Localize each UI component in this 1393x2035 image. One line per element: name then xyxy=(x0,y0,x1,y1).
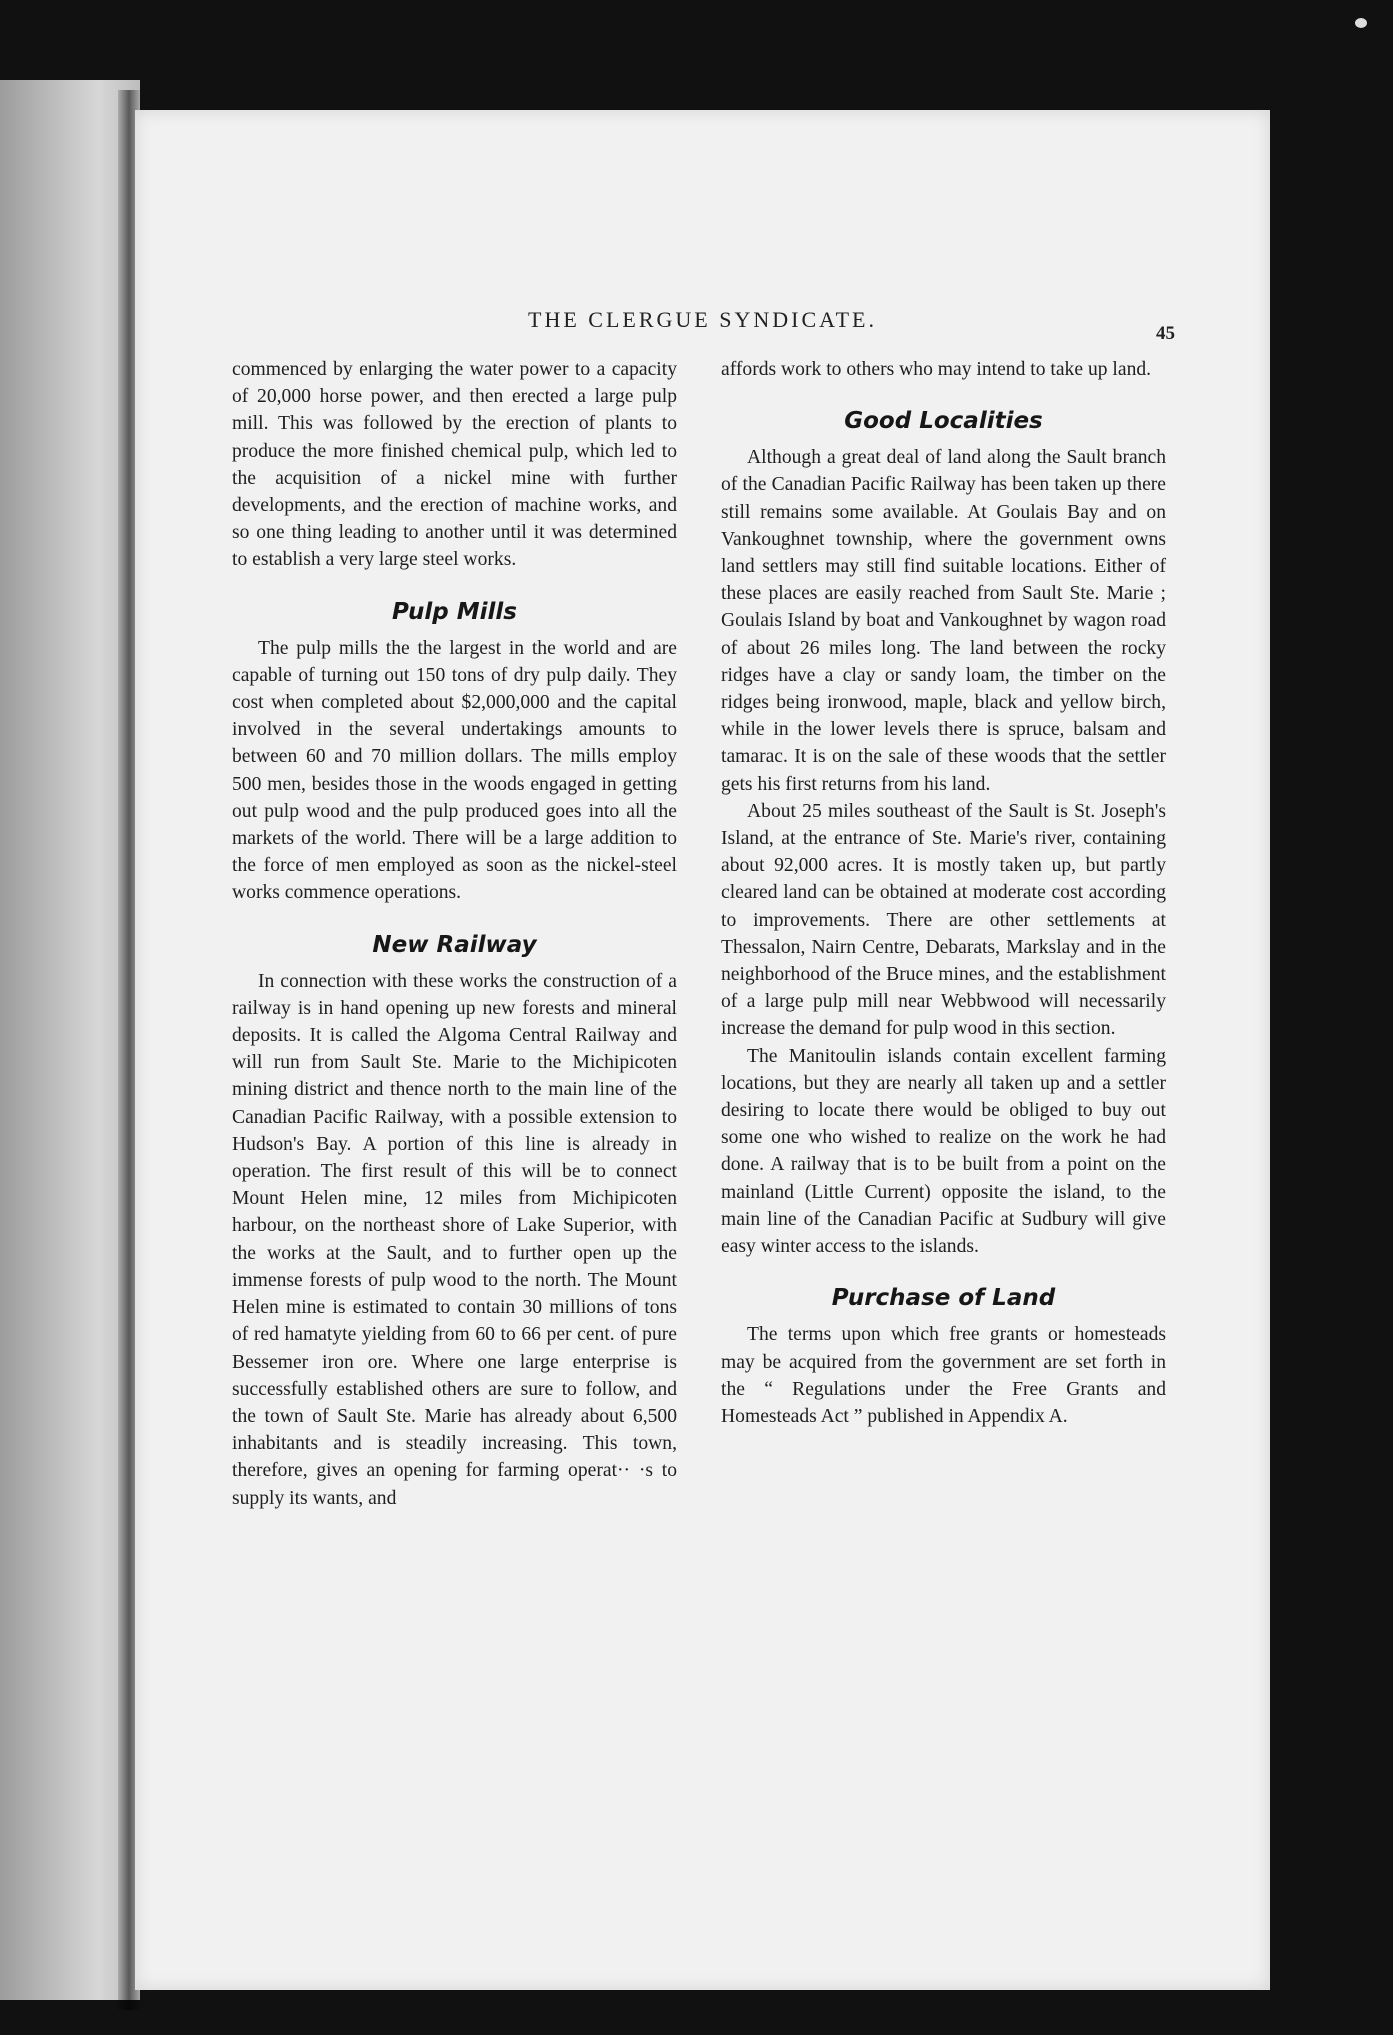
running-head: THE CLERGUE SYNDICATE. xyxy=(528,307,877,332)
pulp-mills-paragraph: The pulp mills the the largest in the world and are capable of turning out 150 tons of dry pulp daily. They cost when completed about $2,000,000 and the capital involved in the several undertakings amounts to between 60 and 70 million dollars. The mills employ 500 men, besides those in the woods engaged in getting out pulp wood and the pulp produced goes into all the markets of the world. There will be a large addition to the force of men employed as soon as the nickel-steel works commence operations. xyxy=(232,637,677,904)
right-continuation-paragraph: affords work to others who may intend to take up land. xyxy=(721,359,1152,380)
left-text-column xyxy=(232,356,677,1512)
new-railway-paragraph: In connection with these works the construction of a railway is in hand opening up new forests and mineral deposits. It is called the Algoma Central Railway and will run from Sault Ste. Marie to the Michipicoten mining district and thence north to the main line of the Canadian Pacific Railway, with a possible extension to Hudson's Bay. A portion of this line is already in operation. The first result of this will be to connect Mount Helen mine, 12 miles from Michipicoten harbour, on the northeast shore of Lake Superior, with the works at the Sault, and to further open up the immense forests of pulp wood to the north. The Mount Helen mine is estimated to contain 30 millions of tons of red hamatyte yielding from 60 to 66 per cent. of pure Bessemer iron ore. Where one large enterprise is successfully established others are sure to follow, and the town of Sault Ste. Marie has already about 6,500 inhabitants and is steadily increasing. This town, therefore, gives an opening for farming operat·· ·s to supply its wants, and xyxy=(232,970,677,1509)
scan-speck xyxy=(1355,18,1367,28)
good-localities-paragraph-1: Although a great deal of land along the Sault branch of the Canadian Pacific Railway has been taken up there still remains some available. At Goulais Bay and on Vankoughnet township, where the government owns land settlers may still find suitable locations. Either of these places are easily reached from Sault Ste. Marie ; Goulais Island by boat and Vankoughnet by wagon road of about 26 miles long. The land between the rocky ridges have a clay or sandy loam, the timber on the ridges being ironwood, maple, black and yellow birch, while in the lower levels there is spruce, balsam and tamarac. It is on the sale of these woods that the settler gets his first returns from his land. xyxy=(721,447,1166,795)
new-railway-heading: New Railway xyxy=(372,931,537,958)
column-end-space xyxy=(721,1430,1166,1440)
page-number: 45 xyxy=(1156,323,1175,344)
book-page xyxy=(135,110,1270,1990)
good-localities-paragraph-2: About 25 miles southeast of the Sault is St. Joseph's Island, at the entrance of Ste. Marie's river, containing about 92,000 acres. It is mostly taken up, but partly cleared land can be obtained at moderate cost according to improvements. There are other settlements at Thessalon, Nairn Centre, Debarats, Markslay and in the neighborhood of the Bruce mines, and the establishment of a large pulp mill near Webbwood will necessarily increase the demand for pulp wood in this section. xyxy=(721,800,1166,1040)
good-localities-paragraph-3: The Manitoulin islands contain excellent farming locations, but they are nearly all taken up and a settler desiring to locate there would be obliged to buy out some one who wished to realize on the work he had done. A railway that is to be built from a point on the mainland (Little Current) opposite the island, to the main line of the Canadian Pacific at Sudbury will give easy winter access to the islands. xyxy=(721,1045,1166,1258)
left-opening-paragraph: commenced by enlarging the water power to a capacity of 20,000 horse power, and then erected a large pulp mill. This was followed by the erection of plants to produce the more finished chemical pulp, which led to the acquisition of a nickel mine with further developments, and the erection of machine works, and so one thing leading to another until it was determined to establish a very large steel works. xyxy=(232,359,677,571)
right-text-column xyxy=(721,356,1166,1440)
pulp-mills-heading: Pulp Mills xyxy=(392,598,517,625)
purchase-of-land-paragraph: The terms upon which free grants or homesteads may be acquired from the government are set forth in the “ Regulations under the Free Grants and Homesteads Act ” published in Appendix A. xyxy=(721,1324,1166,1427)
purchase-of-land-heading: Purchase of Land xyxy=(831,1285,1056,1312)
good-localities-heading: Good Localities xyxy=(844,408,1043,435)
